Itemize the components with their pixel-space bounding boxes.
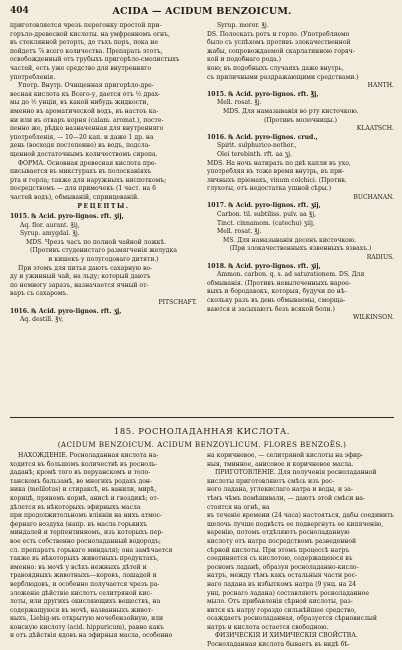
text-line: ного ладана, углекислаго натра и воды, и за-: [207, 486, 353, 494]
text-line: натръ и кислота остается свободною.: [207, 623, 329, 631]
text-line: 1017. ℞ Acid. pyro-lignos. rft. ʒij,: [207, 202, 321, 210]
text-line: личныхъ пріемахъ, vinum colchici. (Против.: [207, 176, 347, 184]
text-line: употребляя въ тоже время внутрь, въ при-: [207, 168, 345, 176]
text-line: горъло-древесной кислоты. на умфренномъ огнъ,: [10, 30, 170, 38]
text-line: на коричневое, — селитряной кислоты на эфир-: [207, 452, 363, 459]
text-line: унц. роснаго ладана) составляютъ росноладанное: [207, 589, 369, 597]
text-line: зложеніе дѣйствіе кислотъ селитряной кис-: [10, 589, 152, 597]
text-line: KLAATSCH.: [356, 125, 394, 133]
text-line: Mell. rosat. ℥j.: [217, 99, 262, 107]
text-line: 1015. ℞ Acid. pyro-lignos. rft. ℥j,: [207, 90, 319, 98]
text-line: Aq. flor. aurant. ℥ij,: [20, 221, 80, 229]
text-line: въ стеклянной реторть, до тъхъ поръ, пока не: [10, 39, 158, 47]
text-line: весная кислота къ Всего-у, дается отъ ½ драх-: [10, 90, 161, 98]
text-line: стоятся на огнѣ, на: [207, 503, 270, 511]
text-line: Употр. Внутр. Очищенная пригорѣло-дре-: [18, 82, 154, 90]
text-line: кислоту отъ натра посредствомъ разведенной: [207, 537, 357, 545]
text-line: жабы, сопровождаемой скарлатинною горяч-: [207, 47, 355, 55]
text-line: было съ успѣхомъ противъ злокачественной: [207, 39, 351, 47]
running-head: ACIDA — ACIDUM BENZOICUM.: [112, 6, 292, 17]
text-line: травоядныхъ животныхъ—коровъ, лошадей и: [10, 572, 157, 580]
text-line: MDS. Чрезъ часъ по полной чайной ложкѣ.: [26, 238, 167, 246]
text-line: также въ нѣкоторыхъ животныхъ продуктахъ,: [10, 555, 159, 563]
section-divider: [10, 417, 394, 418]
text-line: содержащуюся въ мочѣ, названныхъ живот-: [10, 606, 154, 614]
text-line: соединяется съ кислотою, содержащеюся въ: [207, 555, 353, 563]
text-line: ни или въ отваръ корня (calam. aromat.), посте-: [10, 116, 164, 124]
text-line: тѣмъ чѣмъ помѣшивали, — даютъ этой смѣси на-: [207, 494, 365, 502]
text-line: Spirit. sulphurico-nether.,: [217, 142, 297, 150]
text-line: HANTH.: [367, 82, 394, 90]
text-line: Aq. destill. ℥v,: [20, 316, 64, 324]
page-number: 404: [10, 6, 29, 16]
text-line: Carbon. til. subtiliss. pulv. aa ℥j,: [217, 211, 317, 219]
text-line: по немногу заразъ, назначается ячный от-: [10, 281, 149, 289]
text-line: приготовляется чрезъ перегонку простой при-: [10, 22, 162, 29]
text-line: PITSCHAFT.: [158, 299, 197, 306]
text-line: ныхъ, Liebig-мъ открытую мочебензойную, или: [10, 615, 164, 623]
text-line: употребленія, — 10—20 кап. и даже 1 др. на: [10, 133, 154, 141]
text-line: миндалей и терпентинномъ, изъ которыхъ пер-: [10, 529, 164, 537]
text-line: щелочь лучше подвѣсть ее подвергнуть ее кипяченію,: [207, 520, 384, 528]
text-line: DS. Полоскать ротъ и горло. (Употребляемо: [207, 30, 350, 38]
upper-columns: [10, 22, 394, 412]
text-line: день (восходя постепенно) въ водъ, подсла-: [10, 142, 151, 150]
text-line: сл. препаратъ горькаго миндаля); она замѣчается: [10, 546, 173, 554]
text-line: (Противъ студенистаго размягченія желудка: [30, 247, 177, 255]
text-line: скольку разъ въ день обмываемы, сморща-: [207, 297, 346, 304]
text-line: наго ладана въ избыткомъ натра (9 унц. на 24: [207, 580, 357, 588]
text-line: 1016. ℞ Acid. pyro-lignos. crud.,: [207, 133, 318, 141]
text-line: и отъ дѣйствія ядовъ на эфирныя масла, особенно: [10, 632, 173, 640]
article-title: 185. РОСНОЛАДАННАЯ КИСЛОТА.: [113, 426, 291, 436]
lower-columns: [10, 452, 394, 649]
text-line: съ приличными раздражающими средствами.): [207, 73, 359, 81]
text-line: MS. Для намазыванія десенъ кисточкою.: [223, 236, 357, 244]
text-line: ПРИГОТОВЛЕНІЕ. Для полученія росноладанной: [215, 469, 377, 477]
column-right-upper: [207, 22, 394, 412]
text-line: вится къ натру гораздо сильнѣйшее средство,: [207, 606, 357, 614]
text-line: корицѣ, пряномъ корнѣ, анисѣ и гвоздикѣ; от-: [10, 494, 159, 502]
text-line: 1016. ℞ Acid. pyro-lignos. rft. ʒj,: [10, 307, 122, 315]
text-line: ФОРМА. Основная древесная кислота пре-: [18, 159, 157, 167]
text-line: РЕЦЕПТЫ.: [77, 203, 130, 211]
text-line: мы до ½ унціи, въ какой нибудь жидкости,: [10, 99, 149, 107]
text-line: частей водъ), обмываній, спринцеваній.: [10, 193, 140, 201]
text-line: росномъ ладанѣ, образуя росноладанно-кисло-: [207, 563, 359, 571]
text-line: 1018. ℞ Acid. pyro-lignos. rft. ʒij,: [207, 262, 321, 270]
text-line: кою; въ подобныхъ случаяхъ даже внутрь,: [207, 64, 344, 72]
text-line: Olei terebinth. rft. aa ʒj.: [217, 150, 292, 158]
text-line: именно въ ароматической водъ, въ настоъ ка-: [10, 107, 159, 115]
text-line: варенію, потомъ отдѣляютъ росноладанную: [207, 529, 350, 537]
text-line: дѣлется въ нѣкоторыхъ эфирныхъ масла: [10, 503, 141, 511]
text-line: Tinct. cinnamom. (catechu) ʒiij,: [217, 219, 315, 227]
text-line: MDS. Для намазыванія во рту кисточкою.: [223, 107, 359, 115]
text-line: Syrup. moror. ℥j.: [217, 22, 269, 29]
text-line: при продолжительномъ вліяніи на нихъ атмос-: [10, 512, 162, 520]
text-line: Росноладанная кислота бываетъ въ видѣ бѣ-: [207, 641, 350, 649]
text-line: ходится въ большомъ количествѣ въ росноль-: [10, 460, 158, 468]
text-line: (Противъ молочницы.): [263, 116, 338, 124]
text-line: (При злокачественныхъ язвенныхъ язвахъ.): [229, 245, 372, 253]
text-line: 1015. ℞ Acid. pyro-lignos. rft. ʒij,: [10, 213, 124, 221]
text-line: рта и горла; также для наружныхъ ниспоткомъ;: [10, 176, 167, 184]
text-line: писывается въ микстурахъ въ полосканіяхъ: [10, 168, 152, 176]
text-line: ду и ужинный чай, на льду; который даютъ: [10, 273, 151, 281]
column-left-upper: [10, 22, 197, 412]
text-line: ФИЗИЧЕСКІЯ И ХИМИЧЕСКІЯ СВОЙСТВА.: [215, 632, 358, 640]
text-line: RADIUS.: [366, 254, 394, 262]
column-left-lower: [10, 452, 197, 642]
text-line: BUCHANAN.: [353, 193, 394, 201]
text-line: кислоты приготовляютъ смѣсь изъ рос-: [207, 477, 335, 485]
text-line: обмыванія. (Противъ невылеченныхъ нарое-: [207, 279, 351, 287]
text-line: танскомъ бальзамѣ, во многихъ родахъ дон-: [10, 477, 153, 485]
column-right-lower: [207, 452, 394, 649]
text-line: глухоты, отъ недостатка ушной сѣры.): [207, 185, 332, 193]
text-line: Syrup. amygdal. ℥j.: [20, 230, 80, 238]
text-line: частей, есть уже средство для внутренняго: [10, 64, 152, 72]
text-line: въ теченіе времени (24 часа) настояться, дабы соединить: [207, 512, 394, 520]
text-line: освобожденный отъ грубыхъ пригорѣло-смолистыхъ: [10, 56, 180, 64]
text-line: именно: въ мочѣ у всѣхъ нежныхъ дѣтей и: [10, 563, 147, 571]
text-line: ваются и засыхаютъ безъ всякой боли.): [207, 305, 335, 313]
text-line: вое есть собственно росноладанный водородъ;: [10, 537, 161, 545]
text-line: сѣрной кислоты. При этомъ процессѣ натръ: [207, 546, 350, 554]
text-line: посредствомъ — для примочекъ (1 част. на 6: [10, 185, 156, 193]
text-line: выхъ и бородавокъ, которыя, будучи по нѣ-: [207, 288, 347, 296]
text-line: натръ, между тѣмъ какъ остальныя части рос-: [207, 572, 358, 580]
text-line: пенно же, рѣдко назначенная для внутренняго: [10, 125, 164, 133]
article-subtitle: (ACIDUM BENZOICUM. ACIDUM BENZOYLICUM. FLORES BENZOËS.): [57, 440, 347, 449]
page-header: [10, 6, 394, 20]
text-line: ныя, тминное, анисовое и коричневое масла.: [207, 460, 354, 468]
text-line: осаждаетъ росноладанная, образуется сѣрновислый: [207, 615, 377, 623]
text-line: пойдетъ ⅞ всего количества. Препарать этотъ,: [10, 47, 163, 55]
text-line: WILKINSON.: [352, 314, 394, 322]
text-line: Mell. rosat. ℥j.: [217, 228, 262, 236]
text-line: варъ съ сахаромъ.: [10, 290, 69, 298]
text-line: даданѣ; кромѣ того въ перуанскомъ и толо-: [10, 469, 151, 477]
text-line: кой и подобнаго рода.): [207, 56, 282, 64]
text-line: лоты, или другихъ окисляющихъ веществъ, на: [10, 598, 161, 606]
text-line: употребленія.: [10, 73, 56, 81]
text-line: фернаго воздуха (напр. въ масла горькихъ: [10, 520, 148, 528]
text-line: щенной достаточнымъ количествомъ сиропа.: [10, 150, 158, 158]
text-line: мыло. Отъ прибавленія сѣрной кислоты, раз-: [207, 598, 353, 606]
text-line: MDS. На ночь натирать по двѣ капли въ ухо,: [207, 159, 351, 167]
text-line: Ammon. carbon. q. s. ad saturationem. DS. Для: [217, 271, 365, 279]
text-line: верблюдовъ, и особенно получается чрезъ ра-: [10, 580, 160, 588]
text-line: и кишекъ у полугодоваго дитяти.): [48, 256, 159, 264]
text-line: конскую кислоту (acid. hippuricum), равно какъ: [10, 623, 165, 631]
text-line: ника (melilotus) и стираксѣ, въ ванили, мирѣ,: [10, 486, 157, 494]
text-line: При этомъ для питья даютъ сахарную во-: [18, 264, 153, 272]
text-line: НАХОЖДЕНІЕ. Росноладанная кислота на-: [18, 452, 159, 459]
